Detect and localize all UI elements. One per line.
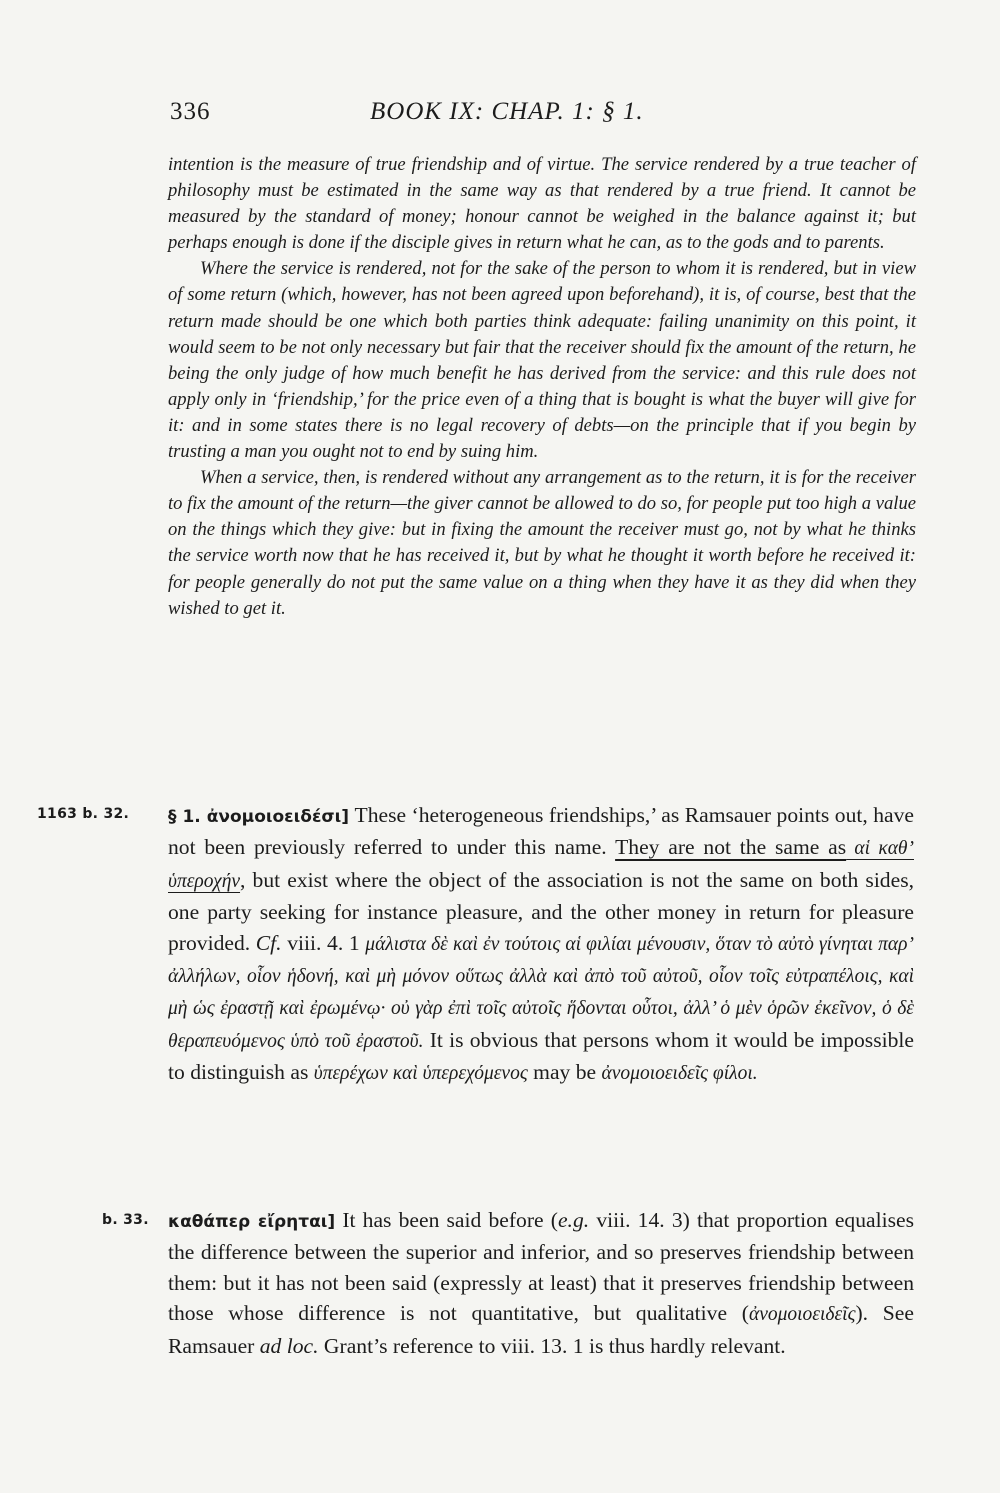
running-title: BOOK IX: CHAP. 1: § 1. <box>370 98 644 125</box>
note-lemma: § 1. ἀνομοιοειδέσι] <box>168 807 350 827</box>
greek-quotation: μάλιστα δὲ καὶ ἐν τούτοις αἱ φιλίαι μένουσιν, ὅταν τὸ αὐτὸ γίνηται παρ’ ἀλλήλων, οἷον ἡδονή, καὶ μὴ μόνον οὕτως ἀλλὰ καὶ ἀπὸ τοῦ αὐτοῦ, οἷον τοῖς εὐτραπέλοις, καὶ μὴ ὡς ἐραστῇ καὶ ἐρωμένῳ· οὐ γὰρ ἐπὶ τοῖς αὐτοῖς ἥδονται οὗτοι, ἀλλ’ ὁ μὲν ὁρῶν ἐκεῖνον, ὁ δὲ θεραπευόμενος ὑπὸ τοῦ ἐραστοῦ. <box>168 933 914 1052</box>
greek-text: ἀνομοιοειδεῖς φίλοι. <box>601 1063 758 1085</box>
greek-text: ὑπερέχων καὶ ὑπερεχόμενος <box>313 1063 528 1085</box>
note-text: It is obvious that persons whom it would be impossible to distinguish as <box>168 1027 914 1085</box>
note-text: may be <box>527 1060 602 1085</box>
margin-reference: b. 33. <box>102 1212 149 1228</box>
greek-text: αἱ καθ’ ὑπεροχήν <box>168 838 914 892</box>
cf-abbreviation: Cf. <box>255 930 282 955</box>
note-text: Grant’s reference to viii. 13. 1 is thus hardly relevant. <box>318 1333 786 1358</box>
ad-loc-abbreviation: ad loc. <box>259 1333 319 1358</box>
margin-reference: 1163 b. 32. <box>37 806 130 822</box>
eg-abbreviation: e.g. <box>557 1208 590 1232</box>
commentary-note <box>168 1205 914 1361</box>
note-text: , but exist where the object of the association is not the same on both sides, one party seeking for instance pleasure, and the other money in return for pleasure provided. <box>168 867 914 955</box>
summary-paragraph-2: Where the service is rendered, not for the sake of the person to whom it is rendered, but in view of some return (which, however, has not been agreed upon beforehand), it is, of course, best that the return made should be one which both parties think adequate: failing unanimity on this point, it would seem to be not only necessary but fair that the receiver should fix the amount of the return, he being the only judge of how much benefit he has derived from the service: and this rule does not apply only in ‘friendship,’ for the price even of a thing that is bought is what the buyer will give for it: and in some states there is no legal recovery of debts—on the principle that if you begin by trusting a man you ought not to end by suing him. <box>168 258 916 463</box>
note-text: viii. 4. 1 <box>281 930 366 955</box>
summary-paragraph-3: When a service, then, is rendered without any arrangement as to the return, it is for the receiver to fix the amount of the return—the giver cannot be allowed to do so, for people put too high a value on the things which they give: but in fixing the amount the receiver must go, not by what he thinks the service worth now that he has received it, but by what he thought it worth before he received it: for people generally do not put the same value on a thing when they have it as they did when they wished to get it. <box>168 467 916 619</box>
note-text: viii. 14. 3) that proportion equalises the difference between the superior and inferior, and so preserves friendship between them: but it has not been said (expressly at least) that it preserves friendship between those whose difference is not quantitative, but qualitative ( <box>168 1208 914 1326</box>
note-lemma: καθάπερ εἴρηται] <box>168 1212 336 1232</box>
commentary-note <box>168 800 914 1090</box>
greek-text: ἀνομοιοειδεῖς <box>748 1304 856 1326</box>
underlined-text: They are not the same as <box>615 835 847 860</box>
note-text: These ‘heterogeneous friendships,’ as Ramsauer points out, have not been previously referred to under this name. <box>168 803 914 860</box>
page-header <box>170 92 915 132</box>
chapter-summary <box>168 152 916 622</box>
summary-paragraph-1: intention is the measure of true friendship and of virtue. The service rendered by a true teacher of philosophy must be estimated in the same way as that rendered by a true friend. It cannot be measured by the standard of money; honour cannot be weighed in the balance against it; but perhaps enough is done if the disciple gives in return what he can, as to the gods and to parents. <box>168 154 916 254</box>
note-text: It has been said before ( <box>335 1208 558 1232</box>
page-number: 336 <box>170 98 211 125</box>
note-text: ). See Ramsauer <box>168 1301 914 1358</box>
